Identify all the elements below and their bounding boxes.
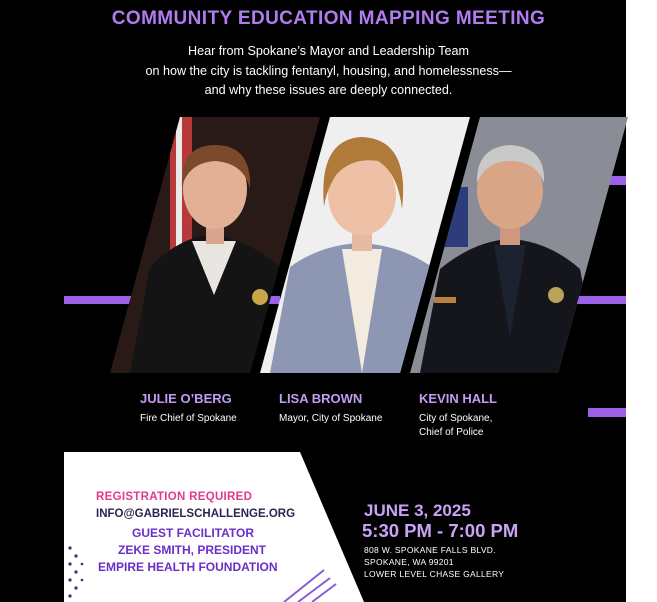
facilitator-heading: GUEST FACILITATOR <box>132 526 254 540</box>
speaker-3-role: City of Spokane, Chief of Police <box>419 413 493 438</box>
event-time: 5:30 PM - 7:00 PM <box>362 520 519 541</box>
subtitle-line-2: on how the city is tackling fentanyl, housing, and homelessness— <box>145 63 512 78</box>
event-subtitle <box>0 42 657 101</box>
speaker-2-role: Mayor, City of Spokane <box>279 413 383 424</box>
speaker-1-role: Fire Chief of Spokane <box>140 413 237 424</box>
speaker-1-name: JULIE O’BERG <box>140 391 232 406</box>
facilitator-name: ZEKE SMITH, PRESIDENT <box>118 543 267 557</box>
facilitator-org: EMPIRE HEALTH FOUNDATION <box>98 560 278 574</box>
police-chief-portrait-icon <box>410 117 630 373</box>
speaker-3-name: KEVIN HALL <box>419 391 497 406</box>
address-line-2: SPOKANE, WA 99201 <box>364 557 454 567</box>
subtitle-line-3: and why these issues are deeply connected. <box>204 83 453 97</box>
address-line-1: 808 W. SPOKANE FALLS BLVD. <box>364 545 496 555</box>
event-date: JUNE 3, 2025 <box>364 501 471 520</box>
subtitle-line-1: Hear from Spokane’s Mayor and Leadership Team <box>188 44 469 58</box>
accent-bar-lower-right <box>588 408 626 417</box>
speaker-2-name: LISA BROWN <box>279 391 363 406</box>
address-line-3: LOWER LEVEL CHASE GALLERY <box>364 569 505 579</box>
registration-required-label: REGISTRATION REQUIRED <box>96 491 253 503</box>
registration-email-link[interactable]: INFO@GABRIELSCHALLENGE.ORG <box>96 508 296 520</box>
event-title: COMMUNITY EDUCATION MAPPING MEETING <box>111 8 546 29</box>
